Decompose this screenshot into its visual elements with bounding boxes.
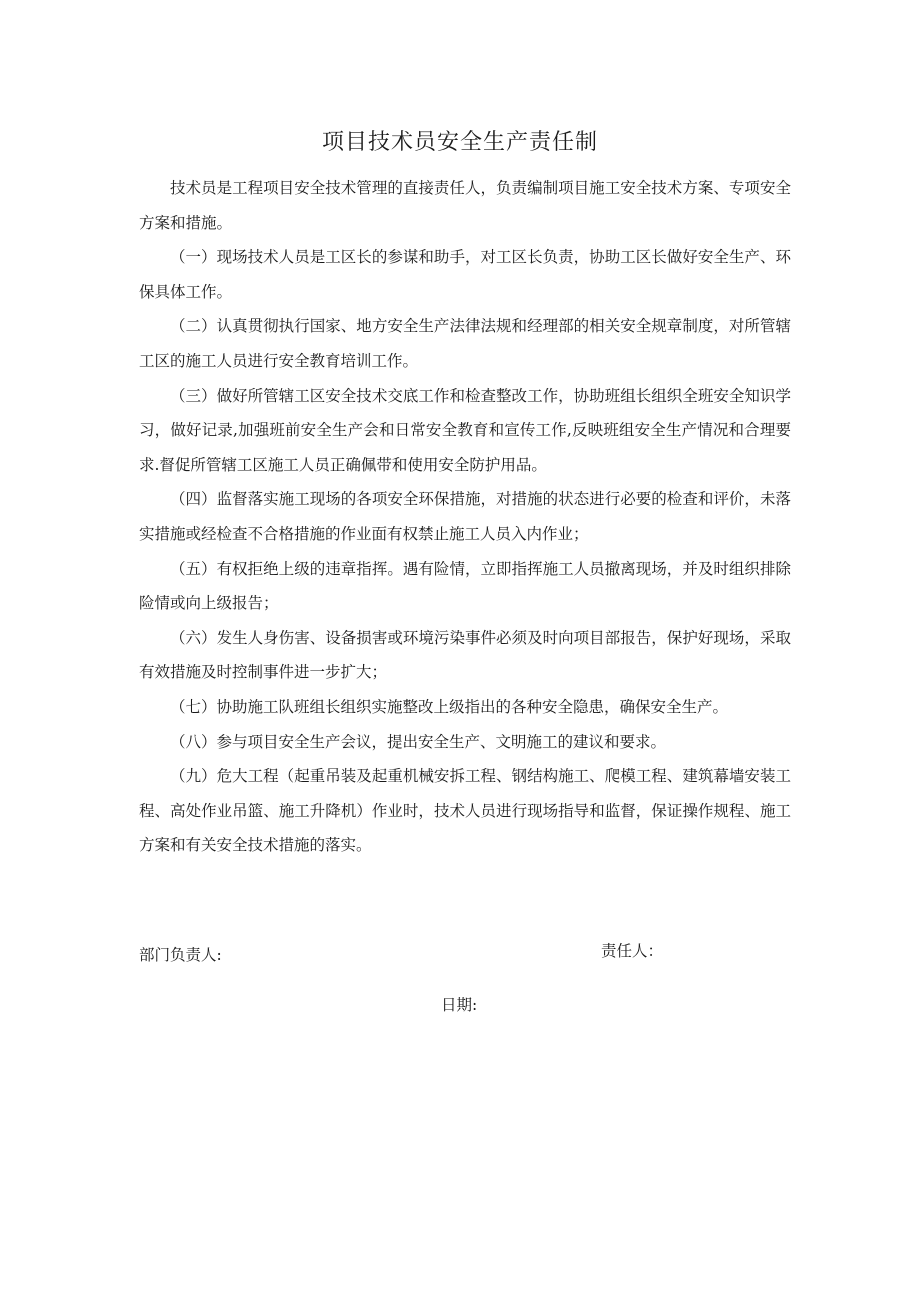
paragraph-item-8: （八）参与项目安全生产会议，提出安全生产、文明施工的建议和要求。 xyxy=(170,732,667,751)
paragraph-item-9: （九）危大工程（起重吊装及起重机械安拆工程、钢结构施工、爬模工程、建筑幕墙安装工程、高处作业吊篮、施工升降机）作业时，技术人员进行现场指导和监督，保证操作规程、施工方案和有关安全技术措施的落实。 xyxy=(139,767,791,855)
paragraph-item-3: （三）做好所管辖工区安全技术交底工作和检查整改工作，协助班组长组织全班安全知识学习，做好记录,加强班前安全生产会和日常安全教育和宣传工作,反映班组安全生产情况和合理要求.督促所管辖工区施工人员正确佩带和使用安全防护用品。 xyxy=(139,386,791,474)
department-head-label: 部门负责人: xyxy=(139,946,222,964)
paragraph-item-2: （二）认真贯彻执行国家、地方安全生产法律法规和经理部的相关安全规章制度，对所管辖工区的施工人员进行安全教育培训工作。 xyxy=(139,317,791,370)
paragraph-item-4: （四）监督落实施工现场的各项安全环保措施，对措施的状态进行必要的检查和评价，未落实措施或经检查不合格措施的作业面有权禁止施工人员入内作业； xyxy=(139,490,791,543)
paragraph-intro: 技术员是工程项目安全技术管理的直接责任人，负责编制项目施工安全技术方案、专项安全方案和措施。 xyxy=(139,179,791,232)
document-title: 项目技术员安全生产责任制 xyxy=(321,130,598,155)
date-label: 日期: xyxy=(441,996,478,1014)
paragraph-item-7: （七）协助施工队班组长组织实施整改上级指出的各种安全隐患，确保安全生产。 xyxy=(170,697,729,716)
paragraph-item-6: （六）发生人身伤害、设备损害或环境污染事件必须及时向项目部报告，保护好现场，采取有效措施及时控制事件进一步扩大； xyxy=(139,628,791,682)
document-body xyxy=(139,171,791,863)
responsible-person-label: 责任人： xyxy=(601,942,664,960)
paragraph-item-5: （五）有权拒绝上级的违章指挥。遇有险情，立即指挥施工人员撤离现场，并及时组织排除险情或向上级报告； xyxy=(139,559,791,613)
paragraph-item-1: （一）现场技术人员是工区长的参谋和助手，对工区长负责，协助工区长做好安全生产、环保具体工作。 xyxy=(139,248,791,301)
